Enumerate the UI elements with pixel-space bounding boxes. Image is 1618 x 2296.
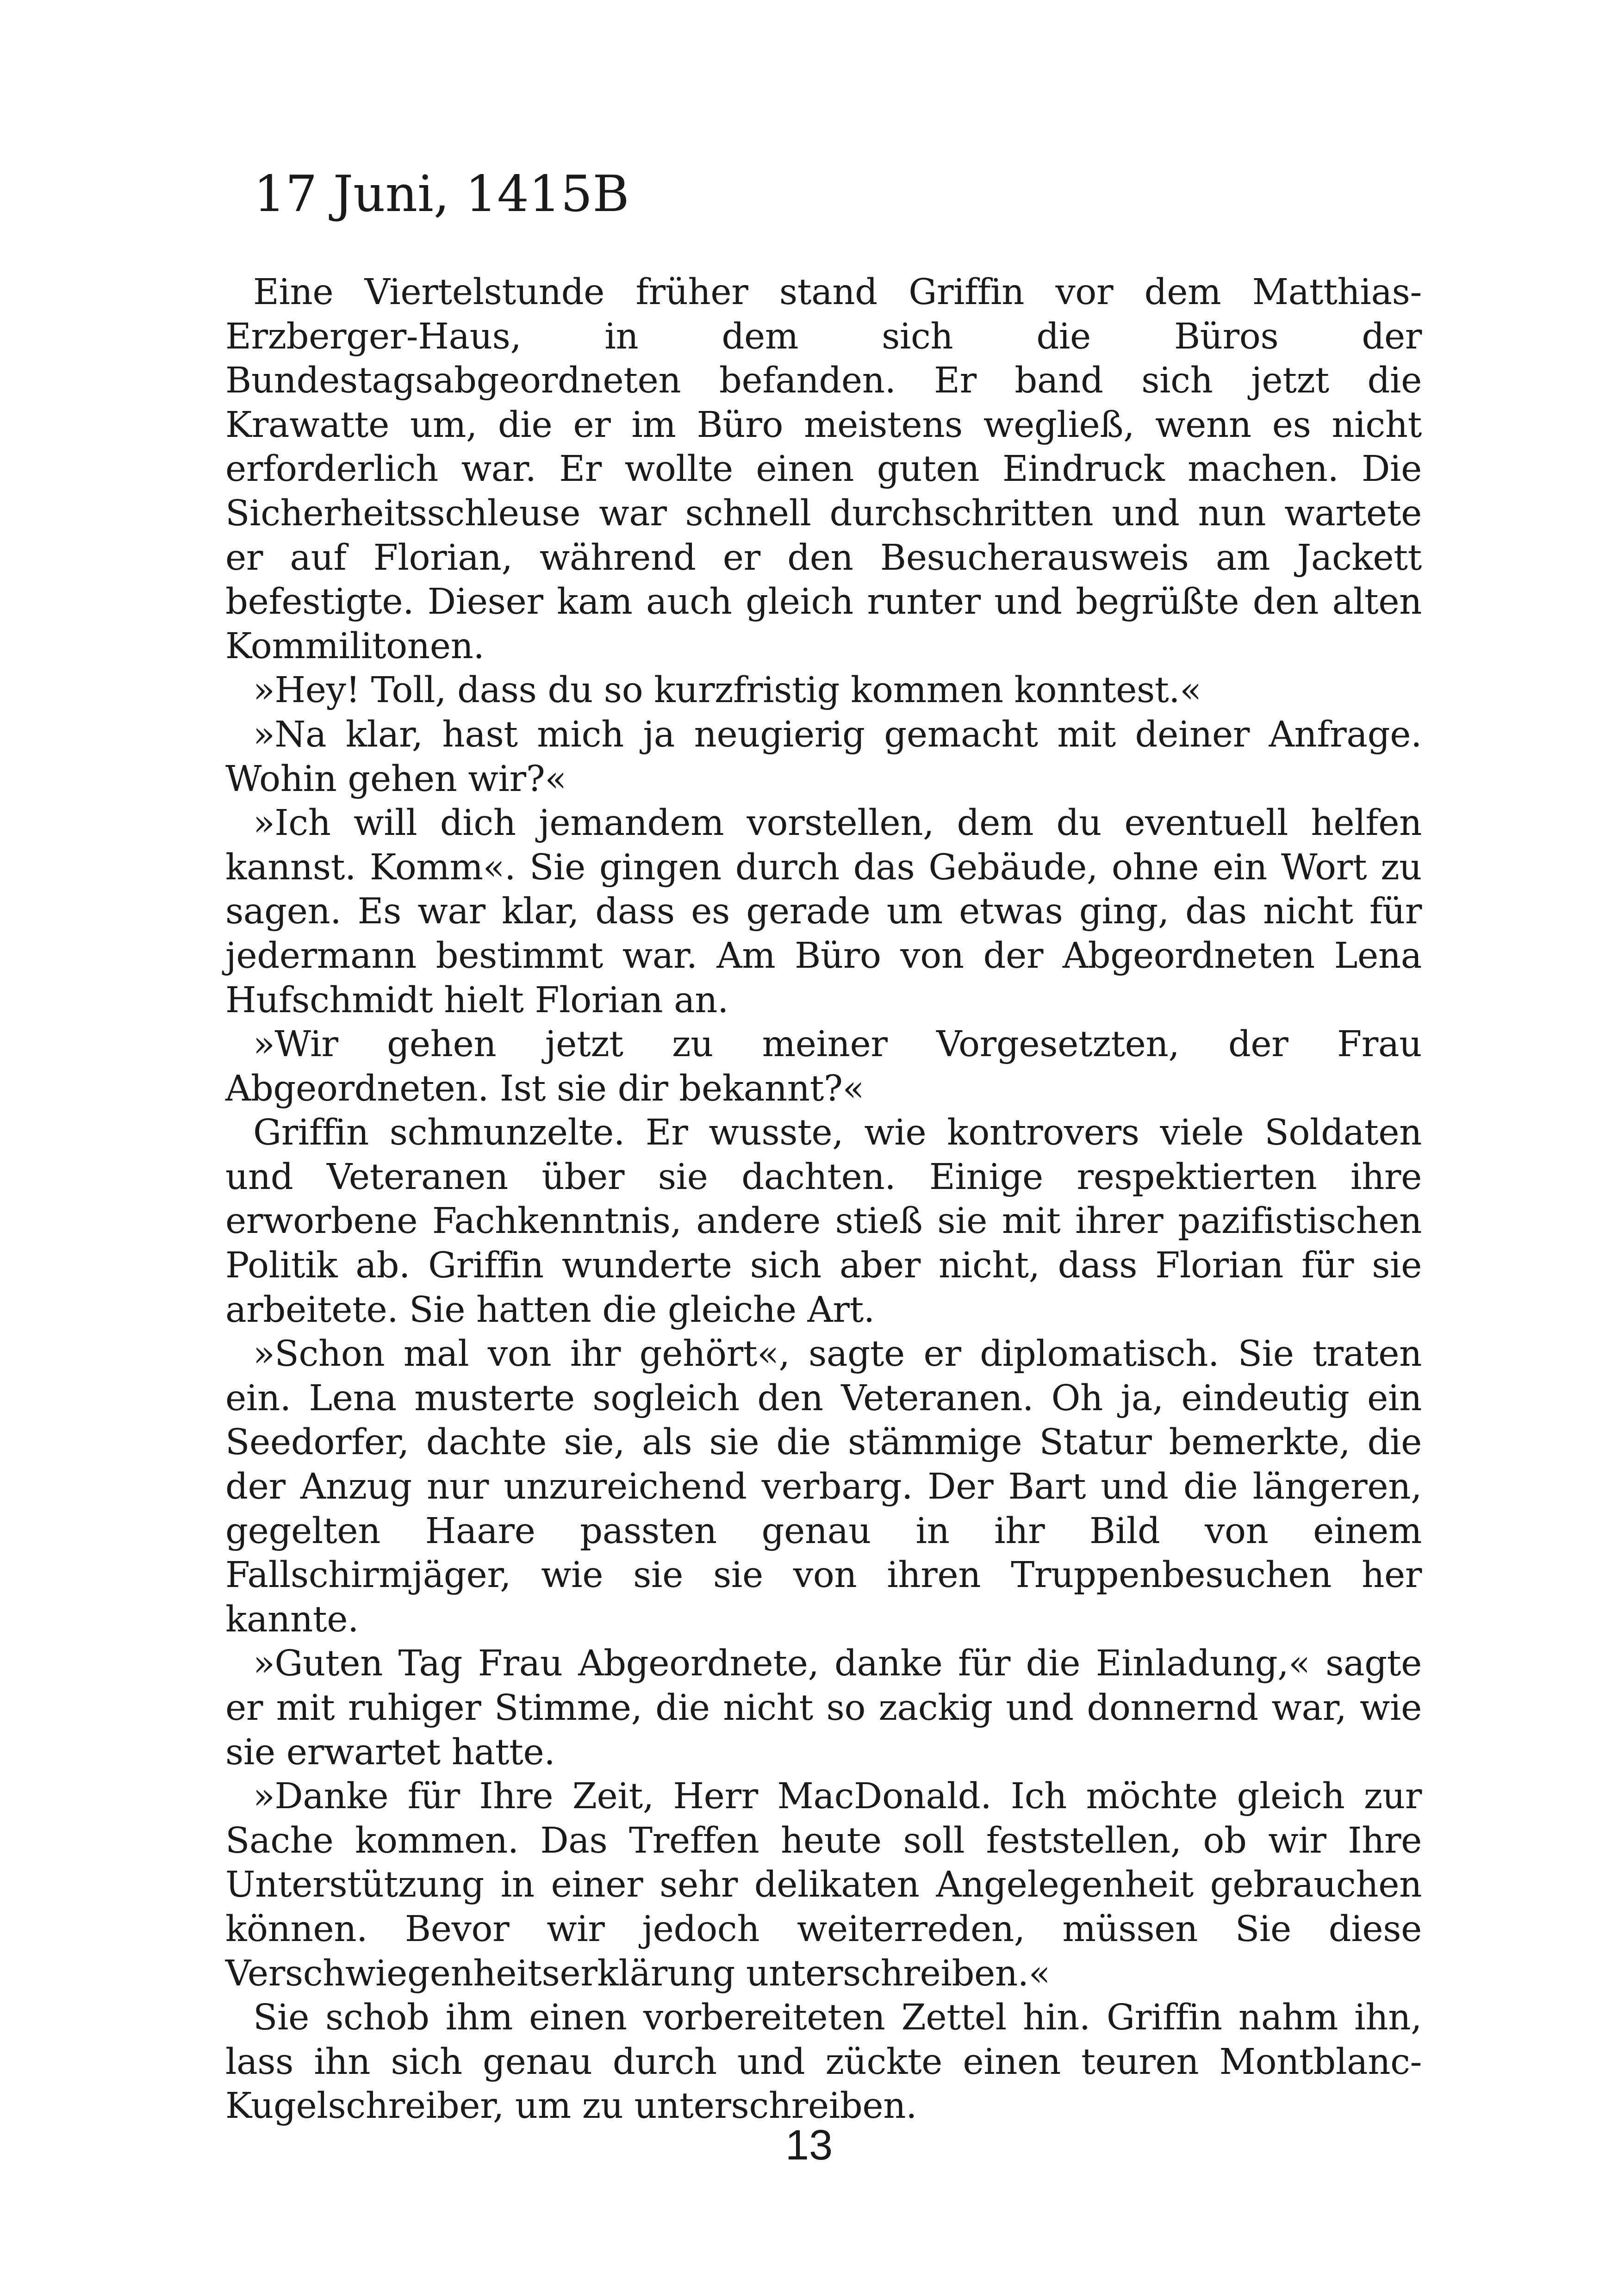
paragraph: Griffin schmunzelte. Er wusste, wie kontrovers viele Soldaten und Veteranen über sie dachten. Einige respektierten ihre erworbene Fachkenntnis, andere stieß sie mit ihrer pazifistischen Politik ab. Griffin wunderte sich aber nicht, dass Florian für sie arbeitete. Sie hatten die gleiche Art. (225, 1112, 1422, 1331)
page-number: 13 (785, 2122, 833, 2169)
paragraph: Sie schob ihm einen vorbereiteten Zettel hin. Griffin nahm ihn, lass ihn sich genau durch und zückte einen teuren Montblanc-Kugelschreiber, um zu unterschreiben. (225, 1997, 1422, 2127)
paragraph: »Hey! Toll, dass du so kurzfristig kommen konntest.« (253, 670, 1201, 711)
paragraph: Eine Viertelstunde früher stand Griffin vor dem Matthias-Erzberger-Haus, in dem sich die Büros der Bundestagsabgeordneten befanden. Er band sich jetzt die Krawatte um, die er im Büro meistens wegließ, wenn es nicht erforderlich war. Er wollte einen guten Eindruck machen. Die Sicherheitsschleuse war schnell durchschritten und nun wartete er auf Florian, während er den Besucherausweis am Jackett befestigte. Dieser kam auch gleich runter und begrüßte den alten Kommilitonen. (225, 272, 1422, 667)
paragraph: »Schon mal von ihr gehört«, sagte er diplomatisch. Sie traten ein. Lena musterte sogleich den Veteranen. Oh ja, eindeutig ein Seedorfer, dachte sie, als sie die stämmige Statur bemerkte, die der Anzug nur unzureichend verbarg. Der Bart und die längeren, gegelten Haare passten genau in ihr Bild von einem Fallschirmjäger, wie sie sie von ihren Truppenbesuchen her kannte. (225, 1333, 1422, 1640)
paragraph: »Na klar, hast mich ja neugierig gemacht mit deiner Anfrage. Wohin gehen wir?« (225, 714, 1422, 800)
paragraph: »Danke für Ihre Zeit, Herr MacDonald. Ich möchte gleich zur Sache kommen. Das Treffen heute soll feststellen, ob wir Ihre Unterstützung in einer sehr delikaten Angelegenheit gebrauchen können. Bevor wir jedoch weiterreden, müssen Sie diese Verschwiegenheitserklärung unterschreiben.« (225, 1776, 1422, 1994)
paragraph: »Guten Tag Frau Abgeordnete, danke für die Einladung,« sagte er mit ruhiger Stimme, die nicht so zackig und donnernd war, wie sie erwartet hatte. (225, 1643, 1422, 1773)
paragraph: »Ich will dich jemandem vorstellen, dem du eventuell helfen kannst. Komm«. Sie gingen durch das Gebäude, ohne ein Wort zu sagen. Es war klar, dass es gerade um etwas ging, das nicht für jedermann bestimmt war. Am Büro von der Abgeordneten Lena Hufschmidt hielt Florian an. (225, 803, 1422, 1021)
body-text (225, 270, 1422, 2128)
paragraph: »Wir gehen jetzt zu meiner Vorgesetzten, der Frau Abgeordneten. Ist sie dir bekannt?« (225, 1024, 1422, 1109)
chapter-heading: 17 Juni, 1415B (254, 165, 629, 223)
